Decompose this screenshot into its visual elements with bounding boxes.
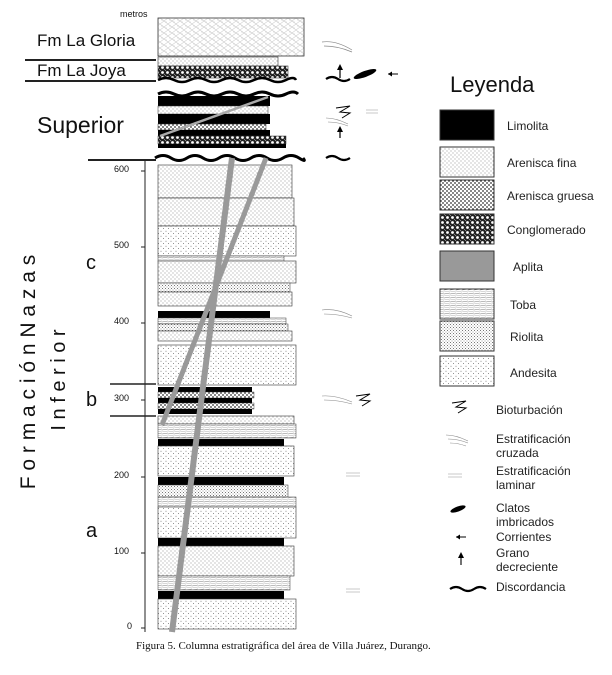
legend-structure-symbols [446, 401, 486, 591]
legend-title: Leyenda [450, 72, 535, 97]
lamination-icon [448, 474, 462, 477]
formation-label-nazas: F o r m a c i ó n N a z a s [17, 254, 40, 490]
axis-unit-label: metros [120, 9, 148, 19]
unit-label-b: b [86, 389, 98, 411]
bioturbation-icon [452, 401, 466, 413]
legend-label-clatos-imbricados: Clatos imbricados [496, 501, 555, 529]
legend-label-arenisca-gruesa: Arenisca gruesa [507, 189, 594, 203]
axis-tick-500: 500 [114, 240, 130, 250]
unit-label-a: a [86, 520, 98, 542]
formation-label-la-joya: Fm La Joya [37, 61, 126, 80]
fining-upward-arrow-icon [458, 552, 464, 565]
axis-tick-100: 100 [114, 546, 130, 556]
legend-label-riolita: Riolita [510, 330, 544, 344]
imbricated-clast-icon [450, 504, 467, 514]
legend-swatch-arenisca-gruesa [440, 180, 494, 210]
legend-swatches [440, 110, 494, 386]
fm-la-joya-beds [158, 57, 296, 82]
axis-tick-400: 400 [114, 316, 130, 326]
superior-beds [158, 92, 298, 148]
fm-la-gloria-bed [158, 18, 304, 56]
legend-label-estratificacion-laminar: Estratificación laminar [496, 464, 571, 492]
legend-label-grano-decreciente: Grano decreciente [496, 546, 559, 574]
legend-label-arenisca-fina: Arenisca fina [507, 156, 577, 170]
legend-swatch-aplita [440, 251, 494, 281]
legend-label-conglomerado: Conglomerado [507, 223, 586, 237]
legend-label-aplita: Aplita [513, 260, 544, 274]
legend-swatch-toba [440, 289, 494, 319]
axis-tick-600: 600 [114, 164, 130, 174]
axis-tick-200: 200 [114, 470, 130, 480]
legend-swatch-riolita [440, 321, 494, 351]
legend-label-limolita: Limolita [507, 119, 549, 133]
legend-swatch-andesita [440, 356, 494, 386]
depth-axis [141, 160, 145, 632]
legend-swatch-conglomerado [440, 214, 494, 244]
unconformity-icon [450, 587, 486, 591]
formation-label-inferior: I n f e r i o r [48, 329, 70, 431]
figure-caption: Figura 5. Columna estratigráfica del área de Villa Juárez, Durango. [136, 640, 431, 652]
legend-label-discordancia: Discordancia [496, 580, 566, 594]
formation-label-superior: Superior [37, 112, 124, 138]
legend-label-estratificacion-cruzada: Estratificación cruzada [496, 432, 571, 460]
legend-label-toba: Toba [510, 298, 537, 312]
formation-label-la-gloria: Fm La Gloria [37, 31, 136, 50]
unit-label-c: c [86, 252, 96, 274]
axis-tick-300: 300 [114, 393, 130, 403]
legend-label-corrientes: Corrientes [496, 530, 552, 544]
axis-tick-0: 0 [127, 621, 133, 631]
legend-label-bioturbacion: Bioturbación [496, 403, 563, 417]
legend-label-andesita: Andesita [510, 366, 557, 380]
cross-bedding-icon [446, 435, 468, 446]
current-arrow-icon [456, 535, 466, 540]
legend-swatch-arenisca-fina [440, 147, 494, 177]
legend-swatch-limolita [440, 110, 494, 140]
column-structure-symbols [322, 42, 398, 592]
